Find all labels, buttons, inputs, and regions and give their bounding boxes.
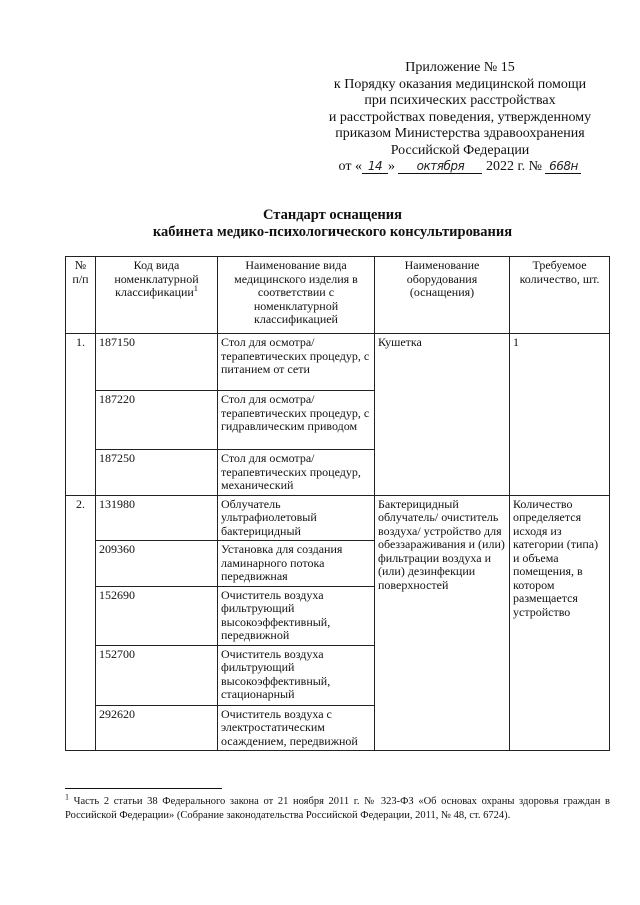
footnote-marker: 1 [65, 792, 69, 802]
code-cell: 152700 [96, 645, 218, 705]
appendix-number: Приложение № 15 [405, 60, 515, 75]
header-line: к Порядку оказания медицинской помощи [333, 76, 587, 92]
name-cell: Очиститель воздуха с электростатическим осаждением, передвижной [218, 705, 375, 751]
footnote-ref: 1 [193, 284, 198, 293]
footnote-text: Часть 2 статьи 38 Федерального закона от 21 ноября 2011 г. № 323-ФЗ «Об основах охраны здоровья граждан в Российской Федерации» (Собрание законодательства Российской Федерации, 2011, № 48, ст. 6724). [65, 796, 611, 821]
equipment-cell: Кушетка [375, 334, 510, 496]
footnote-divider [65, 788, 222, 789]
header-line: при психических расстройствах [364, 93, 556, 108]
date-year-prefix: 2022 г. № [485, 159, 542, 174]
name-cell: Стол для осмотра/терапевтических процедур, механический [218, 450, 375, 496]
group-num: 2. [66, 495, 96, 751]
code-cell: 131980 [96, 495, 218, 541]
code-cell: 209360 [96, 541, 218, 587]
header-line: Российской Федерации [390, 142, 530, 158]
header-code [96, 257, 218, 334]
name-cell: Установка для создания ламинарного потока передвижная [218, 541, 375, 587]
qty-cell: Количество определяется исходя из категории (типа) и объема помещения, в котором размещается устройство [510, 495, 610, 751]
group-num: 1. [66, 334, 96, 496]
code-cell: 187150 [96, 334, 218, 391]
name-cell: Облучатель ультрафиолетовый бактерицидный [218, 495, 375, 541]
footnote [65, 792, 611, 823]
title-line-1: Стандарт оснащения [263, 207, 402, 223]
header-name: Наименование вида медицинского изделия в соответствии с номенклатурной классификацией [218, 257, 375, 334]
equipment-cell: Бактерицидный облучатель/ очиститель воздуха/ устройство для обеззараживания и (или) фильтрации воздуха и (или) дезинфекции поверхностей [375, 495, 510, 751]
header-num: № п/п [66, 257, 96, 334]
code-cell: 152690 [96, 586, 218, 645]
header-equipment: Наименование оборудования (оснащения) [375, 257, 510, 334]
date-quote-close: » [387, 159, 395, 174]
header-qty: Требуемое количество, шт. [510, 257, 610, 334]
date-month: октября [398, 160, 482, 174]
order-date-line [300, 159, 620, 176]
table-row [66, 495, 610, 541]
code-cell: 187220 [96, 391, 218, 450]
header-code-text: Код вида номенклатурной классификации [114, 258, 199, 299]
header-line: и расстройствах поведения, утвержденному [328, 109, 592, 125]
table-row [66, 334, 610, 391]
code-cell: 187250 [96, 450, 218, 496]
title-line-2: кабинета медико-психологического консультирования [152, 224, 513, 240]
date-day: 14 [362, 160, 388, 174]
equipment-standard-table [65, 256, 610, 751]
date-prefix: от « [338, 159, 362, 174]
name-cell: Стол для осмотра/терапевтических процедур, с питанием от сети [218, 334, 375, 391]
document-title [60, 207, 605, 241]
table-header-row [66, 257, 610, 334]
name-cell: Стол для осмотра/терапевтических процедур, с гидравлическим приводом [218, 391, 375, 450]
name-cell: Очиститель воздуха фильтрующий высокоэффективный, передвижной [218, 586, 375, 645]
order-number: 668н [545, 160, 581, 174]
appendix-header [300, 60, 620, 176]
header-line: приказом Министерства здравоохранения [335, 126, 585, 141]
code-cell: 292620 [96, 705, 218, 751]
name-cell: Очиститель воздуха фильтрующий высокоэффективный, стационарный [218, 645, 375, 705]
qty-cell: 1 [510, 334, 610, 496]
